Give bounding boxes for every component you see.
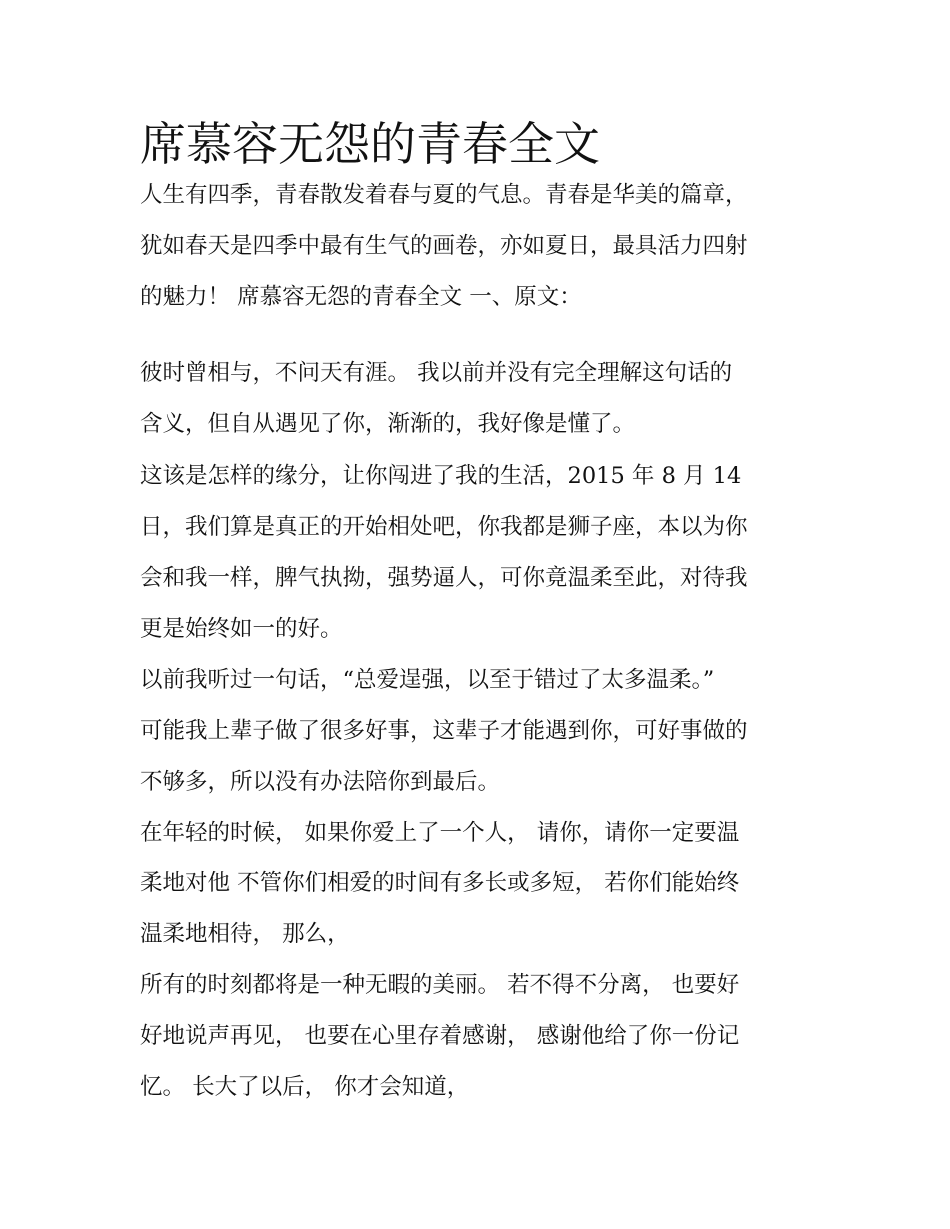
body-line-13: 在年轻的时候， 如果你爱上了一个人， 请你，请你一定要温 (140, 820, 740, 846)
body-line-8: 会和我一样，脾气执拗，强势逼人，可你竟温柔至此，对待我 (140, 565, 748, 591)
body-line-16: 所有的时刻都将是一种无暇的美丽。 若不得不分离， 也要好 (140, 972, 740, 998)
body-line-3: 的魅力！ 席慕容无怨的青春全文 一、原文： (140, 284, 582, 310)
body-line-14: 柔地对他 不管你们相爱的时间有多长或多短， 若你们能始终 (140, 870, 740, 896)
body-line-15: 温柔地相待， 那么， (140, 921, 350, 947)
body-line-18: 忆。 长大了以后， 你才会知道， (140, 1074, 470, 1100)
body-line-5: 含义，但自从遇见了你，渐渐的，我好像是懂了。 (140, 411, 636, 437)
document-title: 席慕容无怨的青春全文 (140, 117, 600, 171)
body-line-6: 这该是怎样的缘分，让你闯进了我的生活，2015 年 8 月 14 (140, 463, 742, 489)
body-line-4: 彼时曾相与，不问天有涯。 我以前并没有完全理解这句话的 (140, 360, 733, 386)
body-line-2: 犹如春天是四季中最有生气的画卷，亦如夏日，最具活力四射 (140, 233, 748, 259)
body-line-12: 不够多，所以没有办法陪你到最后。 (140, 769, 501, 795)
body-line-1: 人生有四季，青春散发着春与夏的气息。青春是华美的篇章， (140, 182, 748, 208)
body-line-7: 日，我们算是真正的开始相处吧，你我都是狮子座，本以为你 (140, 514, 748, 540)
body-line-9: 更是始终如一的好。 (140, 616, 343, 642)
body-line-17: 好地说声再见， 也要在心里存着感谢， 感谢他给了你一份记 (140, 1023, 740, 1049)
body-line-10: 以前我听过一句话，“总爱逞强，以至于错过了太多温柔。” (140, 667, 715, 693)
body-line-11: 可能我上辈子做了很多好事，这辈子才能遇到你，可好事做的 (140, 718, 748, 744)
